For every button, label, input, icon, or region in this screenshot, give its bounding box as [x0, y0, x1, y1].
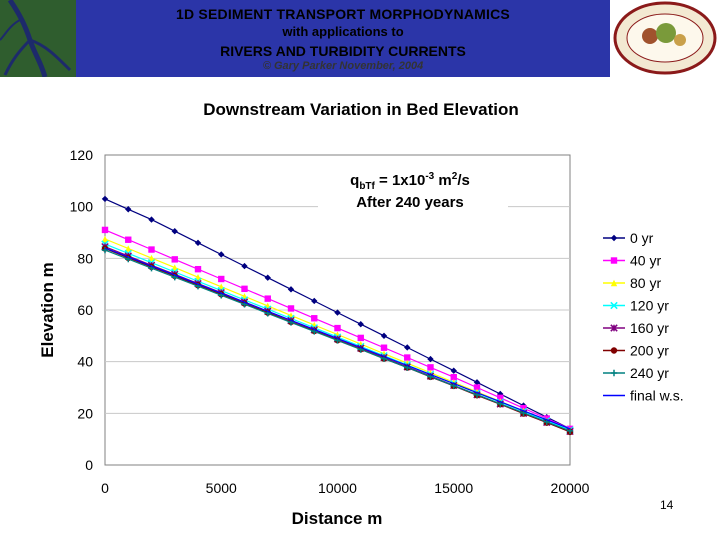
legend — [598, 223, 694, 404]
slide-number: 14 — [660, 498, 674, 512]
chart-title: Downstream Variation in Bed Elevation — [203, 100, 519, 119]
bed-elevation-chart — [0, 90, 720, 530]
legend-label: 240 yr — [630, 365, 669, 381]
x-tick-label: 0 — [101, 480, 109, 496]
data-point — [311, 315, 317, 321]
x-tick-label: 20000 — [550, 480, 590, 496]
x-tick-label: 10000 — [318, 480, 357, 496]
logo-emblem — [610, 0, 720, 77]
data-point — [102, 227, 108, 233]
river-delta-thumbnail — [0, 0, 76, 77]
header-text — [76, 0, 610, 77]
y-tick-label: 80 — [77, 250, 93, 267]
data-point — [148, 246, 154, 252]
header-subtitle: with applications to — [282, 24, 404, 39]
data-point — [288, 305, 294, 311]
header-title: 1D SEDIMENT TRANSPORT MORPHODYNAMICS — [176, 6, 510, 22]
annotation-line2: After 240 years — [356, 194, 464, 211]
annotation-q: q — [350, 172, 360, 189]
annotation-q-sub: bTf — [359, 181, 375, 192]
header-topic: RIVERS AND TURBIDITY CURRENTS — [220, 43, 466, 59]
y-tick-label: 100 — [69, 198, 93, 215]
legend-label: final w.s. — [630, 387, 684, 404]
x-tick-label: 5000 — [205, 480, 237, 496]
y-tick-label: 120 — [69, 147, 93, 163]
annotation-exp: -3 — [425, 171, 435, 182]
data-point — [265, 295, 271, 301]
legend-label: 40 yr — [630, 252, 662, 269]
y-tick-label: 0 — [85, 457, 93, 473]
data-point — [404, 354, 410, 360]
legend-label: 160 yr — [630, 320, 669, 336]
legend-marker — [611, 347, 617, 353]
legend-label: 80 yr — [630, 275, 662, 291]
data-point — [334, 325, 340, 331]
data-point — [195, 266, 201, 272]
data-point — [125, 237, 131, 243]
y-tick-label: 40 — [77, 353, 93, 370]
x-axis-label: Distance m — [291, 509, 383, 528]
data-point — [381, 345, 387, 351]
header-banner — [0, 0, 610, 77]
legend-label: 200 yr — [630, 342, 669, 359]
chart-area — [0, 90, 720, 530]
data-point — [218, 276, 224, 282]
annotation-unit: m — [434, 172, 452, 189]
legend-marker — [611, 257, 617, 263]
river-delta-image — [0, 0, 76, 77]
annotation-unit-exp: 2 — [451, 171, 458, 182]
legend-label: 0 yr — [630, 230, 654, 246]
header-copyright: © Gary Parker November, 2004 — [262, 60, 424, 72]
data-point — [358, 335, 364, 341]
data-point — [172, 256, 178, 262]
y-tick-label: 60 — [77, 302, 93, 318]
logo — [610, 0, 720, 77]
data-point — [241, 286, 247, 292]
annotation-eq: = 1x10 — [374, 172, 426, 189]
y-axis-label: Elevation m — [38, 262, 57, 358]
legend-label: 120 yr — [630, 297, 669, 314]
y-tick-label: 20 — [77, 405, 93, 422]
x-tick-label: 15000 — [434, 480, 474, 496]
annotation-unit-tail: /s — [457, 172, 470, 189]
